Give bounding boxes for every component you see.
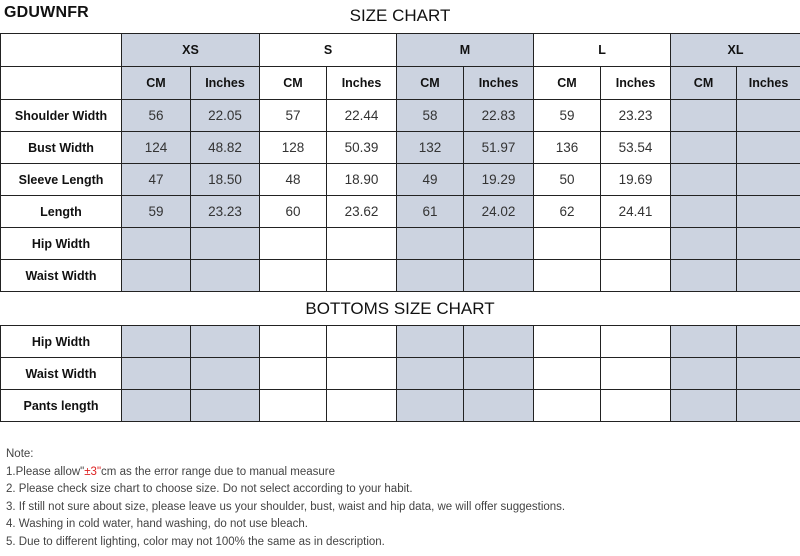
- measurement-value: 59: [122, 196, 191, 228]
- bottoms-value: [601, 326, 671, 358]
- measurement-value: 19.29: [464, 164, 534, 196]
- bottoms-value: [397, 358, 464, 390]
- measurement-value: [191, 260, 260, 292]
- measurement-value: [737, 228, 800, 260]
- bottoms-row: [1, 358, 800, 390]
- measurement-label: Length: [1, 196, 122, 228]
- bottoms-value: [260, 358, 327, 390]
- measurement-value: 24.02: [464, 196, 534, 228]
- measurement-value: 22.44: [327, 100, 397, 132]
- size-label-s: S: [260, 34, 397, 67]
- bottoms-value: [534, 326, 601, 358]
- measurement-value: [671, 132, 737, 164]
- measurement-value: [737, 100, 800, 132]
- measurement-value: 48: [260, 164, 327, 196]
- bottoms-value: [464, 390, 534, 422]
- measurement-value: [671, 100, 737, 132]
- measurement-value: 53.54: [601, 132, 671, 164]
- bottoms-value: [191, 358, 260, 390]
- bottoms-value: [464, 326, 534, 358]
- bottoms-row: [1, 390, 800, 422]
- measurement-value: [464, 228, 534, 260]
- bottoms-value: [260, 390, 327, 422]
- bottoms-value: [737, 326, 800, 358]
- measurement-value: [737, 260, 800, 292]
- measurement-value: [671, 164, 737, 196]
- bottoms-value: [122, 326, 191, 358]
- measurement-value: [737, 164, 800, 196]
- notes-section: [6, 446, 796, 552]
- note-line-1-start: 1.Please allow": [6, 465, 85, 478]
- measurement-value: [397, 260, 464, 292]
- measurement-value: [191, 228, 260, 260]
- bottoms-value: [671, 390, 737, 422]
- measurement-value: [397, 228, 464, 260]
- note-line-2: 2. Please check size chart to choose size. Do not select according to your habit.: [6, 483, 413, 496]
- measurement-value: 19.69: [601, 164, 671, 196]
- size-label-l: L: [534, 34, 671, 67]
- measurement-value: 61: [397, 196, 464, 228]
- bottoms-value: [397, 326, 464, 358]
- unit-label: Inches: [601, 67, 671, 100]
- unit-label: Inches: [464, 67, 534, 100]
- unit-label: CM: [671, 67, 737, 100]
- measurement-value: 50.39: [327, 132, 397, 164]
- unit-label: CM: [122, 67, 191, 100]
- measurement-label: Shoulder Width: [1, 100, 122, 132]
- measurement-value: 23.23: [191, 196, 260, 228]
- note-line-1-end: cm as the error range due to manual measure: [101, 465, 335, 478]
- unit-label: CM: [397, 67, 464, 100]
- unit-label: CM: [534, 67, 601, 100]
- bottoms-row: [1, 326, 800, 358]
- size-label-xl: XL: [671, 34, 800, 67]
- bottoms-value: [534, 390, 601, 422]
- brand-logo: GDUWNFR: [4, 4, 89, 21]
- note-line-5: 5. Due to different lighting, color may not 100% the same as in description.: [6, 535, 385, 548]
- measurement-row: [1, 164, 800, 196]
- measurement-value: 56: [122, 100, 191, 132]
- bottoms-value: [534, 358, 601, 390]
- bottoms-value: [191, 390, 260, 422]
- bottoms-value: [737, 358, 800, 390]
- unit-label: Inches: [327, 67, 397, 100]
- bottoms-value: [260, 326, 327, 358]
- measurement-value: 18.50: [191, 164, 260, 196]
- measurement-value: [534, 260, 601, 292]
- bottoms-value: [601, 390, 671, 422]
- bottoms-value: [191, 326, 260, 358]
- notes-heading: Note:: [6, 448, 34, 460]
- measurement-value: 51.97: [464, 132, 534, 164]
- measurement-value: [122, 260, 191, 292]
- measurement-value: [327, 228, 397, 260]
- bottoms-chart-title: BOTTOMS SIZE CHART: [305, 299, 495, 318]
- size-label-xs: XS: [122, 34, 260, 67]
- measurement-value: 48.82: [191, 132, 260, 164]
- bottoms-value: [327, 390, 397, 422]
- measurement-value: [737, 196, 800, 228]
- measurement-value: [601, 260, 671, 292]
- bottoms-value: [601, 358, 671, 390]
- measurement-label: Bust Width: [1, 132, 122, 164]
- measurement-value: 23.62: [327, 196, 397, 228]
- size-header-row: [1, 34, 800, 67]
- measurement-row: [1, 228, 800, 260]
- size-chart-title: SIZE CHART: [349, 6, 451, 25]
- bottoms-value: [327, 358, 397, 390]
- measurement-label: Hip Width: [1, 228, 122, 260]
- size-label-m: M: [397, 34, 534, 67]
- measurement-row: [1, 100, 800, 132]
- measurement-value: 50: [534, 164, 601, 196]
- bottoms-value: [122, 390, 191, 422]
- unit-corner-cell: [1, 67, 122, 100]
- unit-label: Inches: [191, 67, 260, 100]
- unit-header-row: [1, 67, 800, 100]
- measurement-value: [671, 228, 737, 260]
- measurement-value: [327, 260, 397, 292]
- bottoms-value: [671, 358, 737, 390]
- measurement-value: 47: [122, 164, 191, 196]
- measurement-value: 22.83: [464, 100, 534, 132]
- bottoms-value: [671, 326, 737, 358]
- measurement-value: 62: [534, 196, 601, 228]
- bottoms-value: [327, 326, 397, 358]
- measurement-row: [1, 132, 800, 164]
- measurement-value: [464, 260, 534, 292]
- measurement-value: 57: [260, 100, 327, 132]
- measurement-value: [122, 228, 191, 260]
- measurement-row: [1, 196, 800, 228]
- unit-label: CM: [260, 67, 327, 100]
- measurement-label: Waist Width: [1, 260, 122, 292]
- note-line-3: 3. If still not sure about size, please leave us your shoulder, bust, waist and hip data, we will offer suggestions.: [6, 500, 566, 513]
- bottoms-value: [122, 358, 191, 390]
- measurement-value: 18.90: [327, 164, 397, 196]
- measurement-value: 132: [397, 132, 464, 164]
- bottoms-label: Hip Width: [1, 326, 122, 358]
- measurement-value: [534, 228, 601, 260]
- measurement-value: 136: [534, 132, 601, 164]
- note-line-1: [6, 464, 796, 482]
- bottoms-value: [464, 358, 534, 390]
- measurement-value: 22.05: [191, 100, 260, 132]
- measurement-value: [601, 228, 671, 260]
- measurement-value: [671, 260, 737, 292]
- size-chart-table: [0, 33, 800, 292]
- measurement-value: 23.23: [601, 100, 671, 132]
- bottoms-value: [737, 390, 800, 422]
- measurement-value: 59: [534, 100, 601, 132]
- measurement-value: 24.41: [601, 196, 671, 228]
- measurement-value: [260, 228, 327, 260]
- measurement-value: 124: [122, 132, 191, 164]
- measurement-value: [260, 260, 327, 292]
- corner-cell: [1, 34, 122, 67]
- measurement-value: 49: [397, 164, 464, 196]
- note-tolerance: ±3": [84, 465, 102, 478]
- bottoms-label: Pants length: [1, 390, 122, 422]
- measurement-label: Sleeve Length: [1, 164, 122, 196]
- unit-label: Inches: [737, 67, 800, 100]
- bottoms-value: [397, 390, 464, 422]
- bottoms-chart-table: [0, 325, 800, 422]
- bottoms-label: Waist Width: [1, 358, 122, 390]
- measurement-row: [1, 260, 800, 292]
- measurement-value: [671, 196, 737, 228]
- measurement-value: [737, 132, 800, 164]
- note-line-4: 4. Washing in cold water, hand washing, do not use bleach.: [6, 518, 308, 531]
- measurement-value: 58: [397, 100, 464, 132]
- measurement-value: 60: [260, 196, 327, 228]
- measurement-value: 128: [260, 132, 327, 164]
